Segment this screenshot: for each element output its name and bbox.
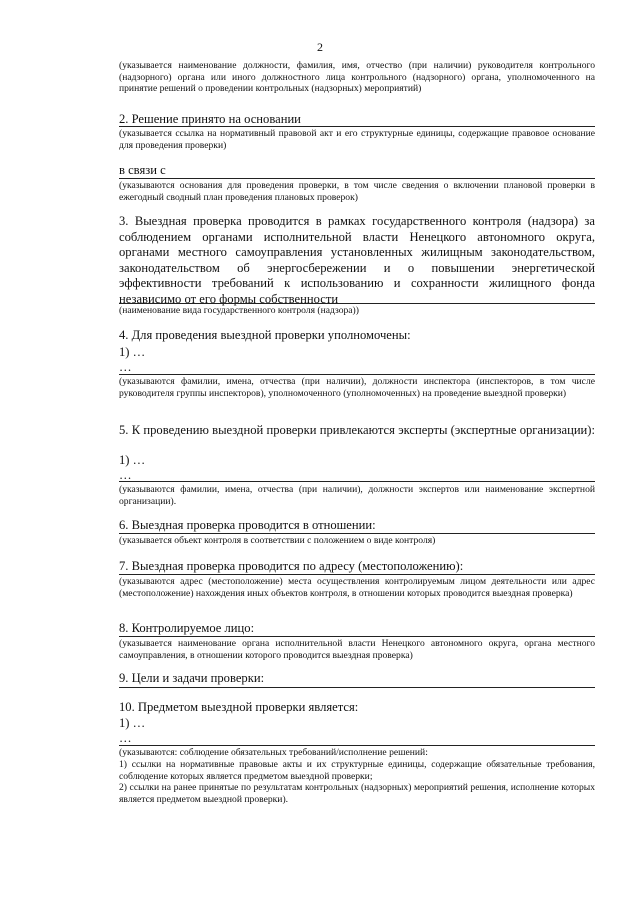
section-4-note: (указываются фамилии, имена, отчества (при наличии), должности инспектора (инспекторов, в том числе руководителя группы инспекторов), уполномоченного (уполномоченных) на проведение выездной проверки) <box>119 376 595 399</box>
section-8-note: (указывается наименование органа исполнительной власти Ненецкого автономного округа, органа местного самоуправления, в отношении которого проводится выездная проверка) <box>119 638 595 661</box>
underline <box>119 303 595 304</box>
section-4-title: 4. Для проведения выездной проверки уполномочены: <box>119 328 411 342</box>
section-4-item: 1) … <box>119 345 146 359</box>
head-note: (указывается наименование должности, фамилия, имя, отчество (при наличии) руководителя контрольного (надзорного) органа или иного должностного лица контрольного (надзорного) органа, уполномоченного на принятие решений о проведении контрольных (надзорных) мероприятий) <box>119 60 595 94</box>
section-5-note: (указываются фамилии, имена, отчества (при наличии), должности экспертов или наименование экспертной организации). <box>119 484 595 507</box>
underline <box>119 126 595 127</box>
section-6-title: 6. Выездная проверка проводится в отношении: <box>119 518 376 532</box>
section-2-title: 2. Решение принято на основании <box>119 112 301 126</box>
section-5-dots: … <box>119 468 132 482</box>
section-3-note: (наименование вида государственного контроля (надзора)) <box>119 305 359 316</box>
underline <box>119 687 595 688</box>
section-7-title: 7. Выездная проверка проводится по адресу (местоположению): <box>119 559 464 573</box>
section-10-item: 1) … <box>119 716 146 730</box>
underline <box>119 533 595 534</box>
section-4-dots: … <box>119 360 132 374</box>
section-2-note: (указывается ссылка на нормативный правовой акт и его структурные единицы, содержащие правовое основание для проведения проверки) <box>119 128 595 151</box>
underline <box>119 574 595 575</box>
underline <box>119 178 595 179</box>
section-3-text: 3. Выездная проверка проводится в рамках государственного контроля (надзора) за соблюдением органами исполнительной власти Ненецкого автономного округа, органами местного самоуправления установленных жилищным законодательством, законодательством об энергосбережении и о повышении энергетической эффективности требований к использованию и сохранности жилищного фонда независимо от его формы собственности <box>119 214 595 306</box>
underline <box>119 374 595 375</box>
section-10-note-3: 2) ссылки на ранее принятые по результатам контрольных (надзорных) мероприятий решения, исполнение которых является предметом выездной проверки). <box>119 782 595 805</box>
underline <box>119 481 595 482</box>
underline <box>119 745 595 746</box>
section-10-note-2: 1) ссылки на нормативные правовые акты и их структурные единицы, содержащие обязательные требования, соблюдение которых является предметом выездной проверки; <box>119 759 595 782</box>
underline <box>119 636 595 637</box>
section-10-dots: … <box>119 731 132 745</box>
section-6-note: (указывается объект контроля в соответствии с положением о виде контроля) <box>119 535 436 546</box>
section-9-title: 9. Цели и задачи проверки: <box>119 671 265 685</box>
section-2-sub: в связи с <box>119 163 166 177</box>
section-2-sub-note: (указываются основания для проведения проверки, в том числе сведения о включении плановой проверки в ежегодный сводный план проведения плановых проверок) <box>119 180 595 203</box>
section-5-item: 1) … <box>119 453 146 467</box>
page-number: 2 <box>317 40 323 54</box>
section-7-note: (указываются адрес (местоположение) места осуществления контролируемым лицом деятельности или адрес (местоположение) нахождения иных объектов контроля, в отношении которых проводится выездная проверка) <box>119 576 595 599</box>
section-5-title: 5. К проведению выездной проверки привлекаются эксперты (экспертные организации): <box>119 423 595 437</box>
section-10-title: 10. Предметом выездной проверки является: <box>119 700 359 714</box>
section-8-title: 8. Контролируемое лицо: <box>119 621 255 635</box>
section-10-note-1: (указываются: соблюдение обязательных требований/исполнение решений: <box>119 747 428 758</box>
